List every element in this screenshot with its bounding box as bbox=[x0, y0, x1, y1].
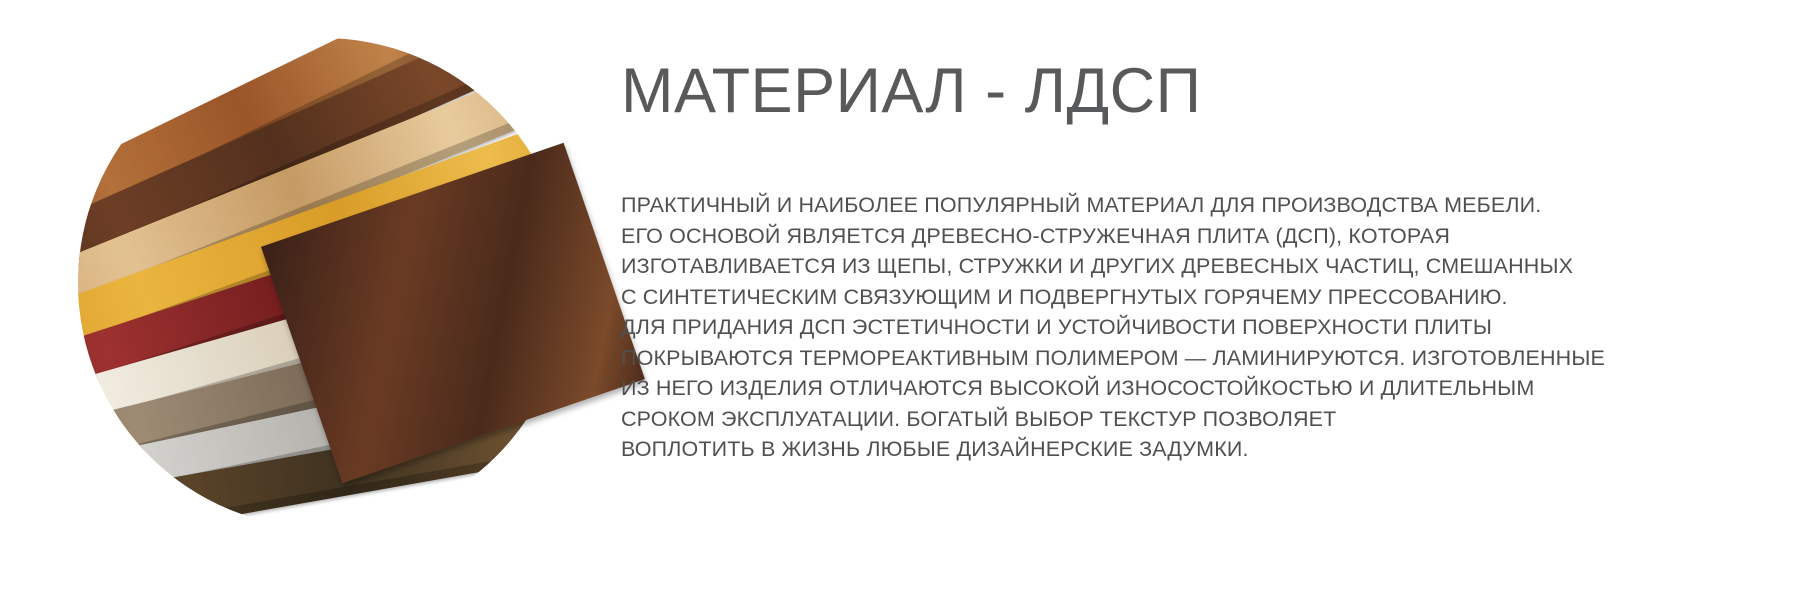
description-line: ДЛЯ ПРИДАНИЯ ДСП ЭСТЕТИЧНОСТИ И УСТОЙЧИВОСТИ ПОВЕРХНОСТИ ПЛИТЫ bbox=[621, 315, 1493, 340]
description-line: СРОКОМ ЭКСПЛУАТАЦИИ. БОГАТЫЙ ВЫБОР ТЕКСТУР ПОЗВОЛЯЕТ bbox=[621, 406, 1337, 431]
material-photo bbox=[78, 38, 588, 554]
text-column bbox=[621, 58, 1741, 465]
description-line: ИЗ НЕГО ИЗДЕЛИЯ ОТЛИЧАЮТСЯ ВЫСОКОЙ ИЗНОСОСТОЙКОСТЬЮ И ДЛИТЕЛЬНЫМ bbox=[621, 376, 1535, 401]
description-line: ВОПЛОТИТЬ В ЖИЗНЬ ЛЮБЫЕ ДИЗАЙНЕРСКИЕ ЗАДУМКИ. bbox=[621, 437, 1249, 462]
page-title: МАТЕРИАЛ - ЛДСП bbox=[621, 56, 1202, 126]
description-line: ИЗГОТАВЛИВАЕТСЯ ИЗ ЩЕПЫ, СТРУЖКИ И ДРУГИХ ДРЕВЕСНЫХ ЧАСТИЦ, СМЕШАННЫХ bbox=[621, 254, 1574, 279]
description-line: С СИНТЕТИЧЕСКИМ СВЯЗУЮЩИМ И ПОДВЕРГНУТЫХ ГОРЯЧЕМУ ПРЕССОВАНИЮ. bbox=[621, 284, 1508, 309]
description-line: ПОКРЫВАЮТСЯ ТЕРМОРЕАКТИВНЫМ ПОЛИМЕРОМ — ЛАМИНИРУЮТСЯ. ИЗГОТОВЛЕННЫЕ bbox=[621, 345, 1606, 370]
description-line: ЕГО ОСНОВОЙ ЯВЛЯЕТСЯ ДРЕВЕСНО-СТРУЖЕЧНАЯ ПЛИТА (ДСП), КОТОРАЯ bbox=[621, 223, 1451, 248]
description-line: ПРАКТИЧНЫЙ И НАИБОЛЕЕ ПОПУЛЯРНЫЙ МАТЕРИАЛ ДЛЯ ПРОИЗВОДСТВА МЕБЕЛИ. bbox=[621, 193, 1542, 218]
description-text bbox=[621, 190, 1741, 465]
